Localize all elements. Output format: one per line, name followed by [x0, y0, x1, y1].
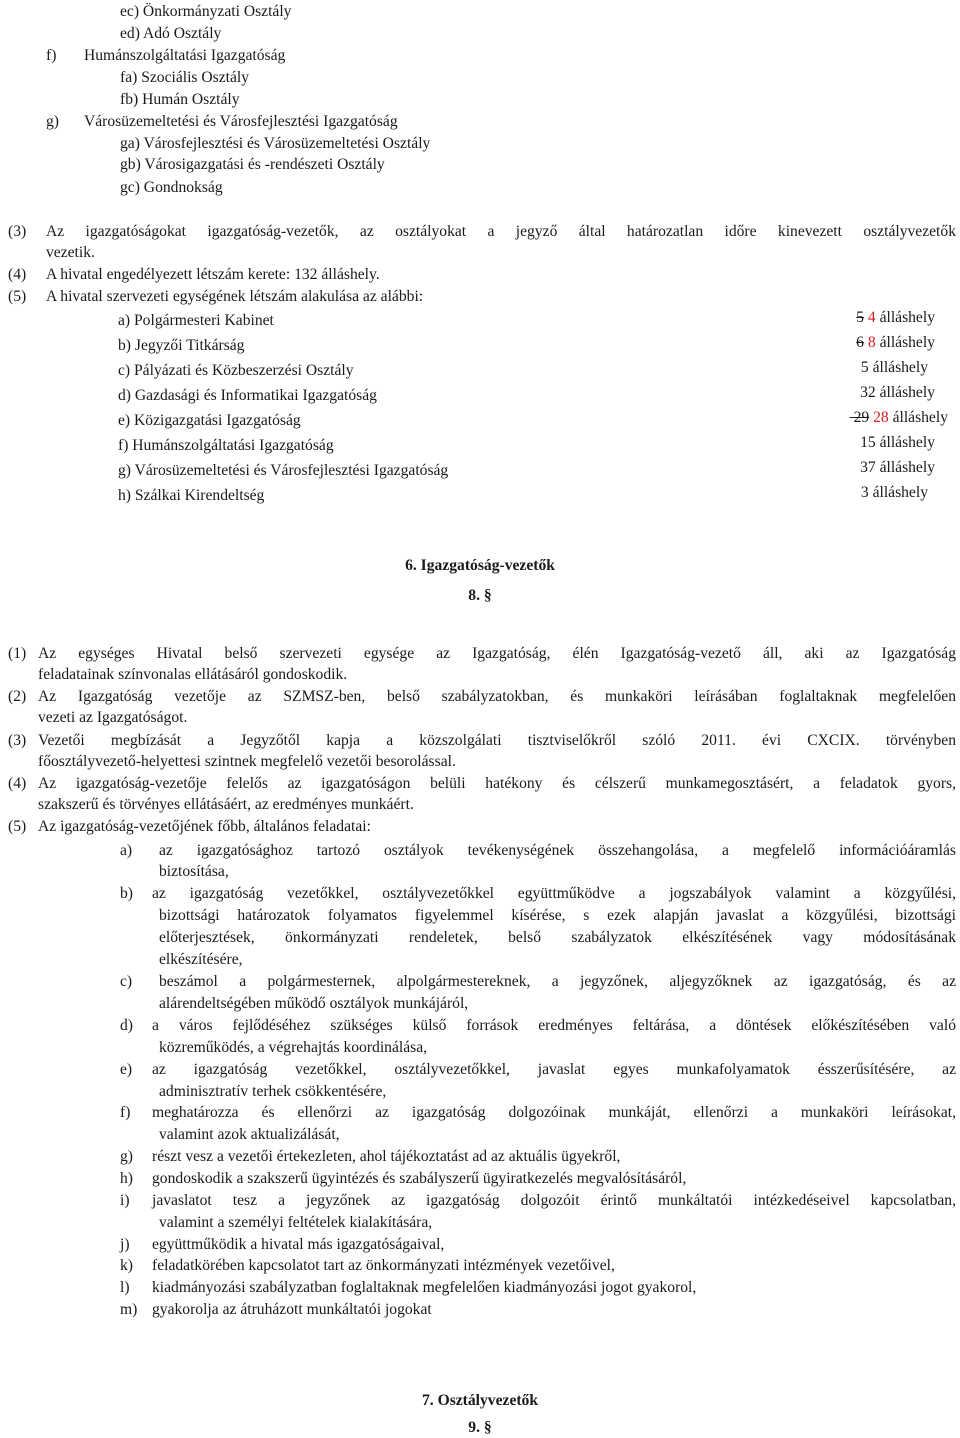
task-letter: a) — [120, 842, 133, 859]
table-row-value: 5 4 álláshely — [856, 309, 935, 326]
task-text: biztosítása, — [159, 863, 229, 880]
list-item: fb) Humán Osztály — [120, 91, 240, 108]
task-letter: m) — [120, 1301, 138, 1318]
task-text: bizottsági határozatok folyamatos figyelemmel kísérése, s ezek alapján javaslat a közgyűlési, bizottsági — [159, 907, 956, 924]
list-item: ga) Városfejlesztési és Városüzemeltetési Osztály — [120, 135, 431, 152]
task-text: gondoskodik a szakszerű ügyintézés és szabályszerű ügyiratkezelés megvalósításáról, — [152, 1170, 687, 1187]
list-item-letter: f) — [46, 47, 57, 64]
task-letter: l) — [120, 1279, 130, 1296]
task-text: előterjesztések, önkormányzati rendeletek, belső szabályzatok elkészítésének vagy módosításának — [159, 929, 956, 946]
task-letter: f) — [120, 1104, 131, 1121]
task-text: alárendeltségében működő osztályok munkájáról, — [159, 995, 469, 1012]
table-row-label: f) Humánszolgáltatási Igazgatóság — [118, 437, 334, 454]
paragraph-number: (3) — [8, 732, 27, 749]
paragraph-text: szakszerű és törvényes ellátásáért, az eredményes munkáért. — [38, 796, 414, 813]
list-item: Városüzemeltetési és Városfejlesztési Igazgatóság — [84, 113, 398, 130]
table-row-label: g) Városüzemeltetési és Városfejlesztési Igazgatóság — [118, 462, 449, 479]
task-letter: g) — [120, 1148, 133, 1165]
table-row-label: d) Gazdasági és Informatikai Igazgatóság — [118, 387, 377, 404]
task-text: adminisztratív terhek csökkentésére, — [159, 1083, 387, 1100]
task-text: valamint a személyi feltételek kialakítására, — [159, 1214, 433, 1231]
task-letter: h) — [120, 1170, 133, 1187]
task-letter: c) — [120, 973, 133, 990]
table-row-value: 3 álláshely — [860, 484, 928, 501]
task-letter: j) — [120, 1236, 130, 1253]
paragraph-text: Az igazgatóságokat igazgatóság-vezetők, az osztályokat a jegyző által határozatlan időre kinevezett osztályvezetők — [46, 223, 956, 240]
list-item: fa) Szociális Osztály — [120, 69, 250, 86]
task-text: közreműködés, a végrehajtás koordinálása, — [159, 1039, 428, 1056]
list-item: ed) Adó Osztály — [120, 25, 222, 42]
list-item: Humánszolgáltatási Igazgatóság — [84, 47, 286, 64]
table-row-label: a) Polgármesteri Kabinet — [118, 312, 274, 329]
paragraph-text: Az egységes Hivatal belső szervezeti egysége az Igazgatóság, élén Igazgatóság-vezető áll, aki az Igazgatóság — [38, 645, 956, 662]
paragraph-text: Az igazgatóság-vezetőjének főbb, általános feladatai: — [38, 818, 371, 835]
section-title: 7. Osztályvezetők — [421, 1392, 539, 1409]
task-text: gyakorolja az átruházott munkáltatói jogokat — [152, 1301, 432, 1318]
task-text: az igazgatóság vezetőkkel, osztályvezetőkkel, javaslat egyes munkafolyamatok ésszerűsítésére, az — [152, 1061, 956, 1078]
task-text: elkészítésére, — [159, 951, 243, 968]
task-letter: b) — [120, 885, 133, 902]
paragraph-sign: 8. § — [468, 587, 492, 604]
paragraph-number: (5) — [8, 818, 27, 835]
paragraph-text: Az Igazgatóság vezetője az SZMSZ-ben, belső szabályzatokban, és munkaköri leírásában foglaltaknak megfelelően — [38, 688, 956, 705]
paragraph-text: A hivatal engedélyezett létszám kerete: 132 álláshely. — [46, 266, 380, 283]
paragraph-text: Vezetői megbízását a Jegyzőtől kapja a közszolgálati tisztviselőkről szóló 2011. évi CXCIX. törvényben — [38, 732, 956, 749]
task-letter: d) — [120, 1017, 133, 1034]
task-text: meghatározza és ellenőrzi az igazgatóság dolgozóinak munkáját, ellenőrzi a munkaköri leírásokat, — [152, 1104, 956, 1121]
list-item-letter: g) — [46, 113, 59, 130]
task-text: valamint azok aktualizálását, — [159, 1126, 340, 1143]
paragraph-text: főosztályvezető-helyettesi szintnek megfelelő vezetői besorolással. — [38, 753, 456, 770]
paragraph-number: (5) — [8, 288, 27, 305]
table-row-value: 15 álláshely — [860, 434, 935, 451]
paragraph-text: Az igazgatóság-vezetője felelős az igazgatóságon belüli hatékony és célszerű munkamegosztásért, a feladatok gyors, — [38, 775, 956, 792]
task-text: az igazgatóság vezetőkkel, osztályvezetőkkel együttműködve a jogszabályok valamint a közgyűlési, — [152, 885, 956, 902]
task-text: az igazgatósághoz tartozó osztályok tevékenységének összehangolása, a megfelelő információáramlás — [159, 842, 956, 859]
task-text: kiadmányozási szabályzatban foglaltaknak megfelelően kiadmányozási jogot gyakorol, — [152, 1279, 697, 1296]
table-row-value: 6 8 álláshely — [856, 334, 935, 351]
paragraph-text: feladatainak színvonalas ellátásáról gondoskodik. — [38, 666, 348, 683]
table-row-value: 5 álláshely — [860, 359, 928, 376]
paragraph-text: vezetik. — [46, 244, 95, 261]
table-row-value: 29 28 álláshely — [853, 409, 948, 426]
section-title: 6. Igazgatóság-vezetők — [405, 557, 555, 574]
table-row-label: h) Szálkai Kirendeltség — [118, 487, 265, 504]
paragraph-number: (2) — [8, 688, 27, 705]
task-text: javaslatot tesz a jegyzőnek az igazgatóság dolgozóit érintő munkáltatói intézkedéseivel kapcsolatban, — [152, 1192, 956, 1209]
paragraph-number: (4) — [8, 266, 27, 283]
paragraph-sign: 9. § — [468, 1419, 492, 1436]
task-text: a város fejlődéséhez szükséges külső források eredményes feltárása, a döntések előkészítésében való — [152, 1017, 956, 1034]
list-item: gc) Gondnokság — [120, 179, 223, 196]
table-row-label: c) Pályázati és Közbeszerzési Osztály — [118, 362, 354, 379]
paragraph-number: (1) — [8, 645, 27, 662]
paragraph-text: vezeti az Igazgatóságot. — [38, 709, 188, 726]
task-letter: k) — [120, 1257, 133, 1274]
task-text: részt vesz a vezetői értekezleten, ahol tájékoztatást ad az aktuális ügyekről, — [152, 1148, 621, 1165]
paragraph-number: (4) — [8, 775, 27, 792]
task-text: feladatkörében kapcsolatot tart az önkormányzati intézmények vezetőivel, — [152, 1257, 615, 1274]
task-letter: e) — [120, 1061, 133, 1078]
table-row-value: 37 álláshely — [860, 459, 935, 476]
table-row-label: e) Közigazgatási Igazgatóság — [118, 412, 301, 429]
paragraph-number: (3) — [8, 223, 27, 240]
list-item: gb) Városigazgatási és -rendészeti Osztály — [120, 156, 385, 173]
task-letter: i) — [120, 1192, 130, 1209]
table-row-value: 32 álláshely — [860, 384, 935, 401]
table-row-label: b) Jegyzői Titkárság — [118, 337, 245, 354]
list-item: ec) Önkormányzati Osztály — [120, 3, 292, 20]
task-text: beszámol a polgármesternek, alpolgármestereknek, a jegyzőnek, aljegyzőknek az igazgatóság, és az — [159, 973, 956, 990]
paragraph-text: A hivatal szervezeti egységének létszám alakulása az alábbi: — [46, 288, 424, 305]
task-text: együttműködik a hivatal más igazgatóságaival, — [152, 1236, 445, 1253]
